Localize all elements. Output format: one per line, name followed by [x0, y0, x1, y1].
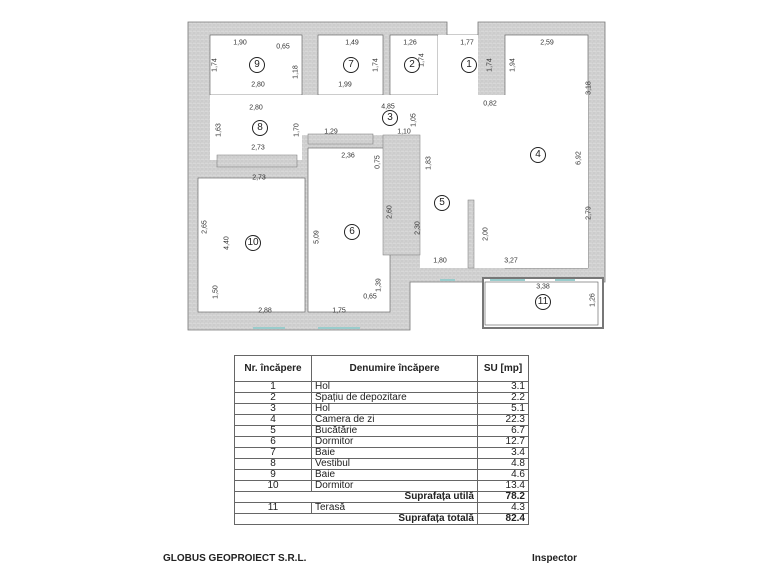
dimension-label: 2,60 — [386, 205, 394, 219]
room-number-9: 9 — [249, 57, 265, 73]
dimension-label: 3,27 — [504, 257, 518, 265]
room-number-11: 11 — [535, 294, 551, 310]
dimension-label: 1,80 — [433, 257, 447, 265]
room-number-8: 8 — [252, 120, 268, 136]
room-area: 6.7 — [478, 426, 529, 437]
col-nr: Nr. încăpere — [235, 356, 312, 382]
useful-area-row — [235, 492, 529, 503]
room-nr: 5 — [235, 426, 312, 437]
table-row — [235, 448, 529, 459]
dimension-label: 1,83 — [425, 156, 433, 170]
room-nr: 4 — [235, 415, 312, 426]
total-area-label: Suprafața totală — [235, 514, 478, 525]
room-name: Dormitor — [312, 437, 478, 448]
company-name: GLOBUS GEOPROIECT S.R.L. — [163, 553, 307, 564]
dimension-label: 1,26 — [589, 293, 597, 307]
table-row — [235, 426, 529, 437]
table-row — [235, 503, 529, 514]
table-row — [235, 470, 529, 481]
room-area: 3.4 — [478, 448, 529, 459]
inspector-label: Inspector — [532, 553, 578, 564]
room-name: Bucătărie — [312, 426, 478, 437]
useful-area-value: 78.2 — [478, 492, 529, 503]
room-name: Baie — [312, 470, 478, 481]
dimension-label: 2,00 — [482, 227, 490, 241]
dimension-label: 2,30 — [414, 221, 422, 235]
room-area: 22.3 — [478, 415, 529, 426]
table-row — [235, 393, 529, 404]
dimension-label: 1,63 — [215, 123, 223, 137]
dimension-label: 1,99 — [338, 81, 352, 89]
room-area: 2.2 — [478, 393, 529, 404]
room-name: Terasă — [312, 503, 478, 514]
dimension-label: 0,82 — [483, 100, 497, 108]
room-number-3: 3 — [382, 110, 398, 126]
room-nr: 2 — [235, 393, 312, 404]
dimension-label: 1,05 — [410, 113, 418, 127]
dimension-label: 1,74 — [418, 53, 426, 67]
room-number-2: 2 — [404, 57, 420, 73]
dimension-label: 4,40 — [223, 236, 231, 250]
room-number-10: 10 — [245, 235, 261, 251]
table-row — [235, 481, 529, 492]
rooms-table — [234, 355, 529, 525]
room-nr: 1 — [235, 382, 312, 393]
dimension-label: 3,18 — [585, 81, 593, 95]
dimension-label: 0,75 — [374, 155, 382, 169]
dimension-label: 4,85 — [381, 103, 395, 111]
dimension-label: 2,59 — [540, 39, 554, 47]
dimension-label: 1,26 — [403, 39, 417, 47]
dimension-label: 5,09 — [313, 230, 321, 244]
useful-area-label: Suprafața utilă — [235, 492, 478, 503]
total-area-value: 82.4 — [478, 514, 529, 525]
dimension-label: 1,74 — [372, 58, 380, 72]
room-nr: 11 — [235, 503, 312, 514]
room-name: Spațiu de depozitare — [312, 393, 478, 404]
table-header — [235, 356, 529, 382]
table-row — [235, 437, 529, 448]
dimension-label: 2,79 — [585, 206, 593, 220]
room-area: 12.7 — [478, 437, 529, 448]
dimension-label: 1,50 — [212, 285, 220, 299]
dimension-label: 1,90 — [233, 39, 247, 47]
room-area: 4.8 — [478, 459, 529, 470]
dimension-label: 1,70 — [293, 123, 301, 137]
dimension-label: 2,73 — [251, 144, 265, 152]
dimension-label: 0,65 — [363, 293, 377, 301]
dimension-label: 1,74 — [486, 58, 494, 72]
dimension-label: 1,49 — [345, 39, 359, 47]
table-row — [235, 382, 529, 393]
dimension-label: 0,65 — [276, 43, 290, 51]
room-nr: 9 — [235, 470, 312, 481]
dimension-label: 1,74 — [211, 58, 219, 72]
dimension-label: 6,92 — [575, 151, 583, 165]
room-number-7: 7 — [343, 57, 359, 73]
room-area: 4.6 — [478, 470, 529, 481]
room-name: Hol — [312, 404, 478, 415]
room-nr: 3 — [235, 404, 312, 415]
dimension-label: 2,73 — [252, 174, 266, 182]
room-name: Hol — [312, 382, 478, 393]
dimension-label: 3,38 — [536, 283, 550, 291]
room-nr: 6 — [235, 437, 312, 448]
room-nr: 7 — [235, 448, 312, 459]
room-nr: 10 — [235, 481, 312, 492]
dimension-label: 2,88 — [258, 307, 272, 315]
room-number-4: 4 — [530, 147, 546, 163]
dimension-label: 2,80 — [249, 104, 263, 112]
dimension-label: 1,39 — [375, 278, 383, 292]
room-area: 5.1 — [478, 404, 529, 415]
room-number-1: 1 — [461, 57, 477, 73]
dimension-label: 1,18 — [292, 65, 300, 79]
dimension-label: 1,77 — [460, 39, 474, 47]
dimension-label: 1,75 — [332, 307, 346, 315]
table-row — [235, 415, 529, 426]
dimension-label: 1,29 — [324, 128, 338, 136]
dimension-label: 2,80 — [251, 81, 265, 89]
dimension-label: 1,10 — [397, 128, 411, 136]
table-row — [235, 404, 529, 415]
dimension-label: 1,94 — [509, 58, 517, 72]
col-name: Denumire încăpere — [312, 356, 478, 382]
dimension-label: 2,65 — [201, 220, 209, 234]
room-name: Dormitor — [312, 481, 478, 492]
room-name: Camera de zi — [312, 415, 478, 426]
room-number-6: 6 — [344, 224, 360, 240]
room-area: 3.1 — [478, 382, 529, 393]
total-area-row — [235, 514, 529, 525]
table-row — [235, 459, 529, 470]
room-name: Vestibul — [312, 459, 478, 470]
room-area: 13.4 — [478, 481, 529, 492]
room-name: Baie — [312, 448, 478, 459]
dimension-label: 2,36 — [341, 152, 355, 160]
col-su: SU [mp] — [478, 356, 529, 382]
room-number-5: 5 — [434, 195, 450, 211]
room-area: 4.3 — [478, 503, 529, 514]
room-nr: 8 — [235, 459, 312, 470]
